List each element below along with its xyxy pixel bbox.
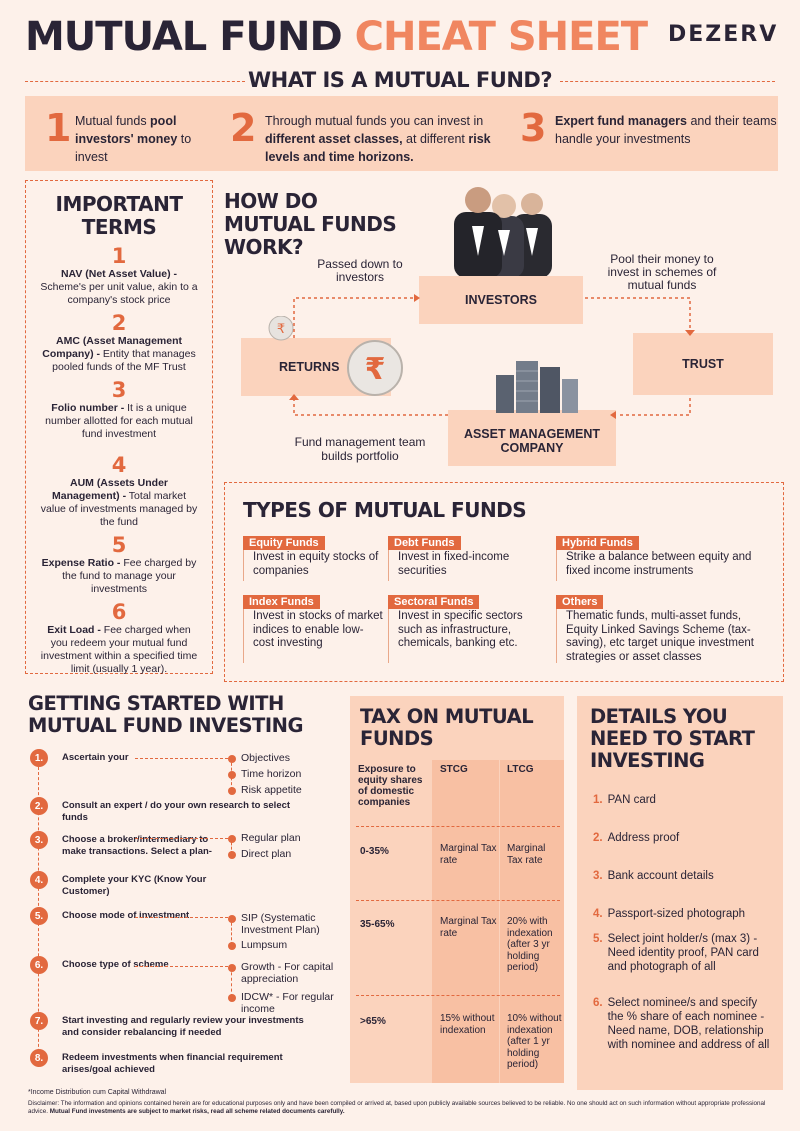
term-text xyxy=(38,477,200,529)
option-item xyxy=(228,961,340,985)
option-dot xyxy=(228,994,236,1002)
title-part2: CHEAT SHEET xyxy=(354,14,648,60)
tax-stcg: 15% without indexation xyxy=(440,1013,495,1036)
tax-ltcg: 20% with indexation (after 3 yr holding period) xyxy=(507,916,553,973)
pool-text: Pool their money to invest in schemes of mutual funds xyxy=(607,252,717,292)
what-heading: WHAT IS A MUTUAL FUND? xyxy=(247,68,553,92)
option-item xyxy=(228,912,340,936)
what-item-text: Mutual funds pool investors' money to invest xyxy=(75,114,192,164)
returns-box: RETURNS xyxy=(241,338,391,396)
type-text: Strike a balance between equity and fixed income instruments xyxy=(566,551,752,577)
option-label: SIP (Systematic Investment Plan) xyxy=(241,912,320,936)
svg-text:₹: ₹ xyxy=(276,322,286,337)
disclaimer-text: Disclaimer: The information and opinions contained herein are for educational purposes only and have been compiled or arrived at, based upon publicly available sources believed to be reliable. No one should act on such information without appropriate professional advice. xyxy=(28,1100,766,1115)
term-name: Expense Ratio - xyxy=(41,557,121,569)
details-text: Address proof xyxy=(607,832,680,844)
step-number: 5. xyxy=(30,907,48,925)
what-item-text: Through mutual funds you can invest in different asset classes, at different risk levels and time horizons. xyxy=(265,114,491,164)
step-text: Choose mode of investment xyxy=(62,910,190,921)
type-tag: Index Funds xyxy=(243,595,320,609)
type-text: Invest in equity stocks of companies xyxy=(253,551,379,577)
term-item xyxy=(38,600,200,676)
type-tag: Sectoral Funds xyxy=(388,595,479,609)
step-number: 3. xyxy=(30,831,48,849)
tax-stcg: Marginal Tax rate xyxy=(440,843,497,866)
tax-col1-header: STCG xyxy=(440,764,468,775)
details-number: 5. xyxy=(593,933,603,945)
step-text: Consult an expert / do your own research to select funds xyxy=(62,800,291,823)
option-dot xyxy=(228,835,236,843)
passed-text: Passed down to investors xyxy=(317,257,403,284)
type-tag: Equity Funds xyxy=(243,536,325,550)
type-tag: Debt Funds xyxy=(388,536,461,550)
term-number: 5 xyxy=(111,533,127,557)
step-text: Complete your KYC (Know Your Customer) xyxy=(62,874,207,897)
tax-exposure: 35-65% xyxy=(360,919,395,930)
term-item xyxy=(38,311,200,374)
tax-ltcg: Marginal Tax rate xyxy=(507,843,546,866)
team-text: Fund management team builds portfolio xyxy=(294,435,426,463)
how-heading: HOW DO MUTUAL FUNDS WORK? xyxy=(224,189,397,259)
type-text: Invest in fixed-income securities xyxy=(398,551,510,577)
details-item xyxy=(593,996,773,1052)
what-item-text: Expert fund managers and their teams handle your investments xyxy=(555,114,777,146)
option-dot xyxy=(228,851,236,859)
getting-heading: GETTING STARTED WITH MUTUAL FUND INVESTING xyxy=(28,692,303,737)
disclaimer-bold: Mutual Fund investments are subject to market risks, read all scheme related documents carefully. xyxy=(49,1108,345,1115)
step-number: 6. xyxy=(30,956,48,974)
option-dot xyxy=(228,787,236,795)
details-item xyxy=(593,907,773,921)
option-item xyxy=(228,752,340,764)
investors-box: INVESTORS xyxy=(419,276,583,324)
details-heading: DETAILS YOU NEED TO START INVESTING xyxy=(590,705,755,772)
term-desc: Fee charged when you redeem your mutual fund investment within a specified time limit (usually 1 year). xyxy=(40,624,198,675)
step-number: 1. xyxy=(30,749,48,767)
how-people-image xyxy=(452,186,557,278)
step-number: 2. xyxy=(30,797,48,815)
type-tag: Others xyxy=(556,595,603,609)
terms-list xyxy=(38,244,200,676)
term-item xyxy=(38,244,200,307)
details-text: Passport-sized photograph xyxy=(607,908,746,920)
term-number: 1 xyxy=(111,244,127,268)
option-item xyxy=(228,939,340,951)
option-item xyxy=(228,848,340,860)
step-text: Redeem investments when financial requirement arises/goal achieved xyxy=(62,1052,283,1075)
option-dot xyxy=(228,964,236,972)
term-desc: Total market value of investments managed by the fund xyxy=(40,490,198,528)
terms-heading: IMPORTANT TERMS xyxy=(55,192,183,239)
term-item xyxy=(38,453,200,529)
option-label: Direct plan xyxy=(241,848,292,860)
type-text: Invest in stocks of market indices to enable low-cost investing xyxy=(253,610,383,649)
option-dot xyxy=(228,915,236,923)
type-tag: Hybrid Funds xyxy=(556,536,639,550)
details-number: 4. xyxy=(593,908,603,920)
option-label: IDCW* - For regular income xyxy=(241,991,334,1015)
details-number: 3. xyxy=(593,870,603,882)
term-desc: It is a unique number allotted for each mutual fund investment xyxy=(45,402,193,440)
term-number: 2 xyxy=(111,311,127,335)
tax-col0-header: Exposure to equity shares of domestic companies xyxy=(358,764,423,808)
tax-exposure: >65% xyxy=(360,1016,386,1027)
what-item-number: 3 xyxy=(520,106,547,150)
term-item xyxy=(38,378,200,441)
term-number: 6 xyxy=(111,600,127,624)
details-item xyxy=(593,932,773,974)
term-text xyxy=(38,268,200,307)
type-text: Thematic funds, multi-asset funds, Equity Linked Savings Scheme (tax-saving), etc target unique investment strategies or asset classes xyxy=(566,610,754,663)
tax-row-divider xyxy=(356,900,560,901)
option-label: Growth - For capital appreciation xyxy=(241,961,334,985)
tax-row-divider xyxy=(356,995,560,996)
details-text: PAN card xyxy=(607,794,656,806)
term-desc: Scheme's per unit value, akin to a company's stock price xyxy=(40,281,198,306)
term-text xyxy=(38,335,200,374)
option-item xyxy=(228,991,340,1015)
tax-row-divider xyxy=(356,826,560,827)
term-desc: Entity that manages pooled funds of the MF Trust xyxy=(52,348,196,373)
details-text: Select joint holder/s (max 3) - Need identity proof, PAN card and photograph of all xyxy=(607,933,759,973)
option-label: Time horizon xyxy=(241,768,302,780)
term-text xyxy=(38,624,200,676)
svg-text:₹: ₹ xyxy=(364,352,386,387)
details-number: 6. xyxy=(593,997,603,1009)
trust-box: TRUST xyxy=(633,333,773,395)
step-number: 4. xyxy=(30,871,48,889)
option-connector xyxy=(135,966,228,967)
option-label: Risk appetite xyxy=(241,784,302,796)
title-part1: MUTUAL FUND xyxy=(25,14,342,60)
brand-logo: DEZERV xyxy=(668,22,779,47)
amc-box: ASSET MANAGEMENT COMPANY xyxy=(448,410,616,466)
what-item-number: 2 xyxy=(230,106,257,150)
details-number: 1. xyxy=(593,794,603,806)
option-connector xyxy=(135,758,228,759)
step-number: 7. xyxy=(30,1012,48,1030)
term-number: 3 xyxy=(111,378,127,402)
option-connector xyxy=(135,917,228,918)
details-item xyxy=(593,869,773,883)
what-item-number: 1 xyxy=(45,106,72,150)
option-dot xyxy=(228,942,236,950)
term-name: AMC (Asset Management Company) - xyxy=(42,335,183,360)
details-item xyxy=(593,793,773,807)
footnote: *Income Distribution cum Capital Withdrawal xyxy=(28,1089,167,1096)
option-connector xyxy=(135,838,228,839)
details-text: Bank account details xyxy=(607,870,714,882)
tax-exposure: 0-35% xyxy=(360,846,389,857)
tax-col2-header: LTCG xyxy=(507,764,534,775)
option-dot xyxy=(228,771,236,779)
step-text: Start investing and regularly review your investments and consider rebalancing if needed xyxy=(62,1015,304,1038)
step-text: Ascertain your xyxy=(62,752,129,763)
disclaimer xyxy=(28,1100,773,1116)
types-heading: TYPES OF MUTUAL FUNDS xyxy=(243,498,527,522)
step-text: Choose a broker/intermediary to make transactions. Select a plan- xyxy=(62,834,212,857)
term-name: NAV (Net Asset Value) - xyxy=(60,268,178,280)
tax-ltcg: 10% without indexation (after 1 yr holding period) xyxy=(507,1013,562,1070)
tax-heading: TAX ON MUTUAL FUNDS xyxy=(360,705,534,750)
option-item xyxy=(228,832,340,844)
page-title xyxy=(25,14,647,60)
type-text: Invest in specific sectors such as infrastructure, chemicals, banking etc. xyxy=(398,610,523,649)
term-name: AUM (Assets Under Management) - xyxy=(51,477,169,502)
tax-stcg: Marginal Tax rate xyxy=(440,916,497,939)
step-text: Choose type of scheme xyxy=(62,959,169,970)
option-label: Objectives xyxy=(241,752,291,764)
option-item xyxy=(228,768,340,780)
option-dot xyxy=(228,755,236,763)
option-item xyxy=(228,784,340,796)
term-text xyxy=(38,402,200,441)
option-label: Regular plan xyxy=(241,832,301,844)
details-item xyxy=(593,831,773,845)
term-name: Exit Load - xyxy=(47,624,101,636)
details-number: 2. xyxy=(593,832,603,844)
term-text xyxy=(38,557,200,596)
option-label: Lumpsum xyxy=(241,939,288,951)
term-name: Folio number - xyxy=(51,402,125,414)
details-text: Select nominee/s and specify the % share of each nominee - Need name, DOB, relationship with nominee and address of all xyxy=(607,997,770,1051)
term-desc: Fee charged by the fund to manage your investments xyxy=(62,557,197,595)
step-number: 8. xyxy=(30,1049,48,1067)
term-item xyxy=(38,533,200,596)
flow-arrows xyxy=(280,280,700,440)
term-number: 4 xyxy=(111,453,127,477)
